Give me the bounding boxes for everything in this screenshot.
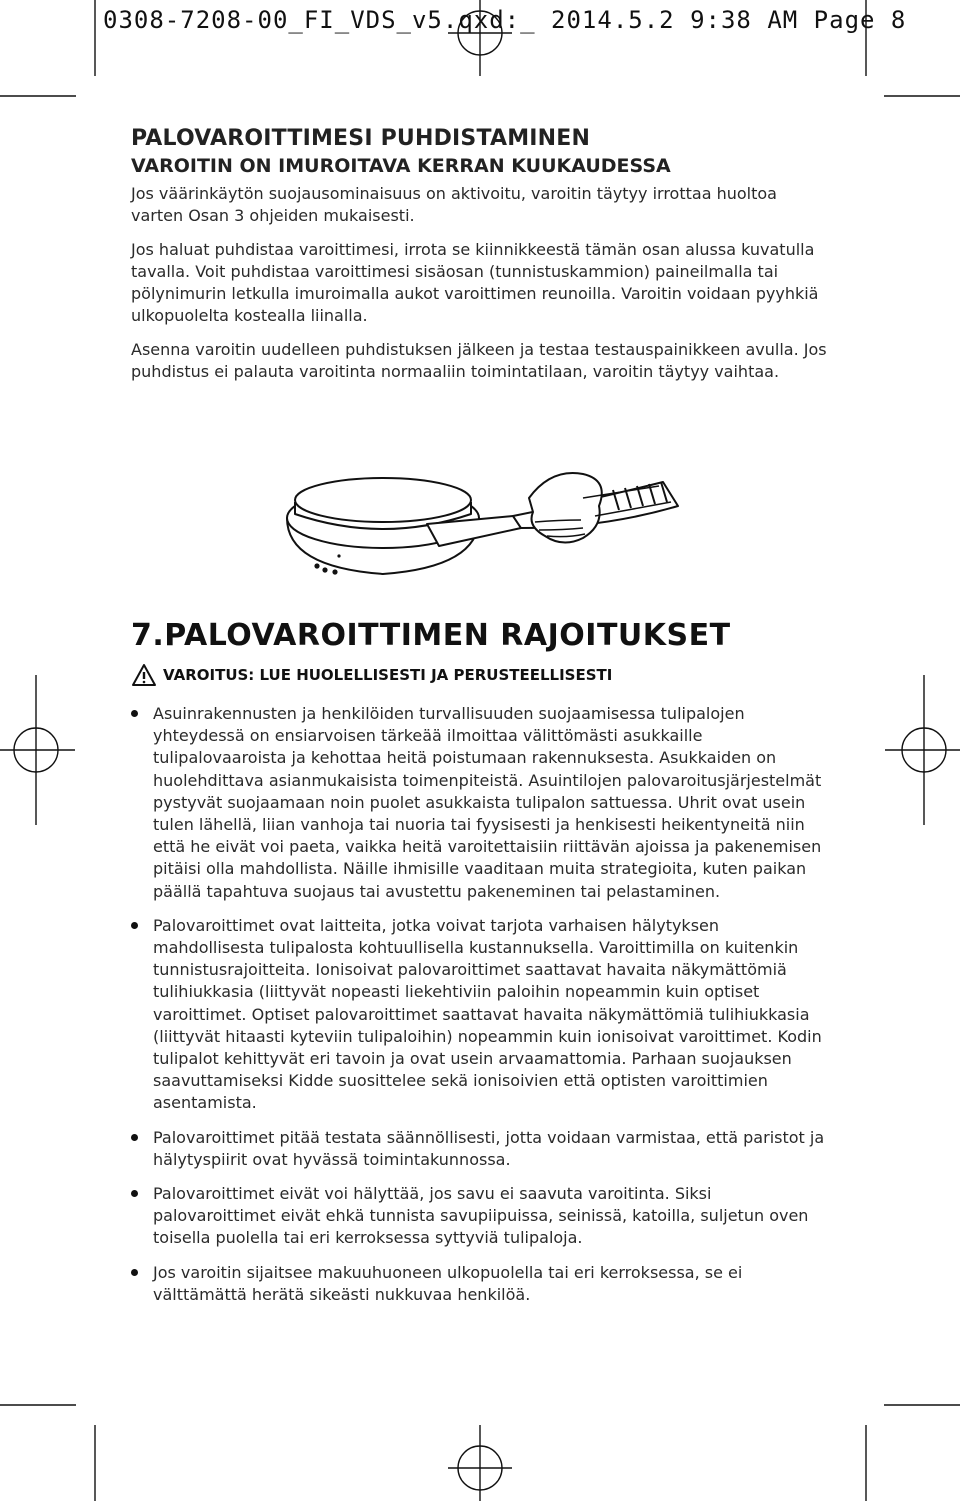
bullet-icon <box>131 1269 138 1276</box>
warning-triangle-icon <box>131 663 157 687</box>
limitations-section <box>131 618 831 1318</box>
paragraph-cleaning: Jos haluat puhdistaa varoittimesi, irrota se kiinnikkeestä tämän osan alussa kuvatulla tavalla. Voit puhdistaa varoittimesi sisäosan (tunnistuskammion) paineilmalla tai pölynimurin letkulla imuroimalla aukot varoittimen reunoilla. Varoitin voidaan pyyhkiä ulkopuolelta kostealla liinalla. <box>131 240 819 325</box>
limitations-list <box>131 703 831 1306</box>
paragraph-tamper: Jos väärinkäytön suojausominaisuus on aktivoitu, varoitin täytyy irrottaa huoltoa varten Osan 3 ohjeiden mukaisesti. <box>131 184 777 225</box>
list-item-text: Palovaroittimet eivät voi hälyttää, jos savu ei saavuta varoitinta. Siksi palovaroittimet eivät ehkä tunnista savupiipuissa, seinissä, katoilla, suljetun oven toisella puolella tai eri kerroksessa syttyviä tulipaloja. <box>153 1184 809 1248</box>
list-item-text: Palovaroittimet ovat laitteita, jotka voivat tarjota varhaisen hälytyksen mahdollisesta tulipalosta kohtuullisella kustannuksella. Varoittimilla on kuitenkin tunnistusrajoitteita. Ionisoivat palovaroittimet saattavat havaita näkymättömiä tulihiukkasia (liittyvät nopeasti liekehtiviin paloihin nopeammin kuin optiset varoittimet. Optiset palovaroittimet saattavat havaita näkymättömiä tulihiukkasia (liittyvät hitaasti kyteviin tulipaloihin) nopeammin kuin ionisoivat varoittimet. Kodin tulipalot kehittyvät eri tavoin ja ovat usein arvaamattomia. Parhaan suojauksen saavuttamiseksi Kidde suosittelee sekä ionisoivien että optisten varoittimien asentamista. <box>153 915 822 1113</box>
paragraph-reinstall: Asenna varoitin uudelleen puhdistuksen jälkeen ja testaa testauspainikkeen avulla. Jos puhdistus ei palauta varoitinta normaaliin toimintatilaan, varoitin täytyy vaihtaa. <box>131 340 827 381</box>
bullet-icon <box>131 922 138 929</box>
registration-mark-left <box>0 675 75 825</box>
list-item <box>131 915 831 1115</box>
limitations-title: 7.PALOVAROITTIMEN RAJOITUKSET <box>131 618 731 653</box>
registration-mark-right <box>885 675 960 825</box>
bullet-icon <box>131 1134 138 1141</box>
list-item-text: Palovaroittimet pitää testata säännöllisesti, jotta voidaan varmistaa, että paristot ja hälytyspiirit ovat hyvässä toimintakunnossa. <box>153 1127 825 1169</box>
bullet-icon <box>131 1190 138 1197</box>
section-subtitle: VAROITIN ON IMUROITAVA KERRAN KUUKAUDESSA <box>131 155 671 177</box>
list-item-text: Jos varoitin sijaitsee makuuhuoneen ulkopuolella tai eri kerroksessa, se ei välttämättä herätä sikeästi nukkuvaa henkilöä. <box>153 1262 743 1304</box>
warning-row <box>131 663 831 687</box>
list-item <box>131 1127 831 1171</box>
warning-label: VAROITUS: LUE HUOLELLISESTI JA PERUSTEELLISESTI <box>163 666 613 684</box>
registration-mark-top <box>448 0 512 76</box>
cleaning-section <box>131 126 831 383</box>
registration-mark-bottom <box>448 1425 512 1501</box>
bullet-icon <box>131 710 138 717</box>
vacuum-cleaning-illustration <box>283 462 703 592</box>
printer-slug-line: 0308-7208-00_FI_VDS_v5.qxd:_ 2014.5.2 9:38 AM Page 8 <box>103 6 907 34</box>
section-title: PALOVAROITTIMESI PUHDISTAMINEN <box>131 126 591 151</box>
list-item <box>131 703 831 903</box>
list-item <box>131 1262 831 1306</box>
list-item-text: Asuinrakennusten ja henkilöiden turvallisuuden suojaamisessa tulipalojen yhteydessä on ensiarvoisen tärkeää ilmoittaa välittömästi asukkaille tulipalovaaroista ja kehottaa heitä poistumaan rakennuksesta. Asukkaiden on huolehdittava asianmukaisista toimenpiteistä. Asuintilojen palovaroitusjärjestelmät pystyvät suojaamaan noin puolet asukkaista tulipalon sattuessa. Uhrit ovat usein tulen lähellä, liian vanhoja tai nuoria tai fyysisesti ja henkisesti heikentyneitä niin että he eivät voi paeta, vaikka heitä varoitettaisiin riittävän ajoissa ja pakenemisen pitäisi olla mahdollista. Näille ihmisille vaaditaan muita strategioita, kuten paikan päällä tapahtuva suojaus tai avustettu pakeneminen tai pelastaminen. <box>153 704 822 901</box>
list-item <box>131 1183 831 1250</box>
